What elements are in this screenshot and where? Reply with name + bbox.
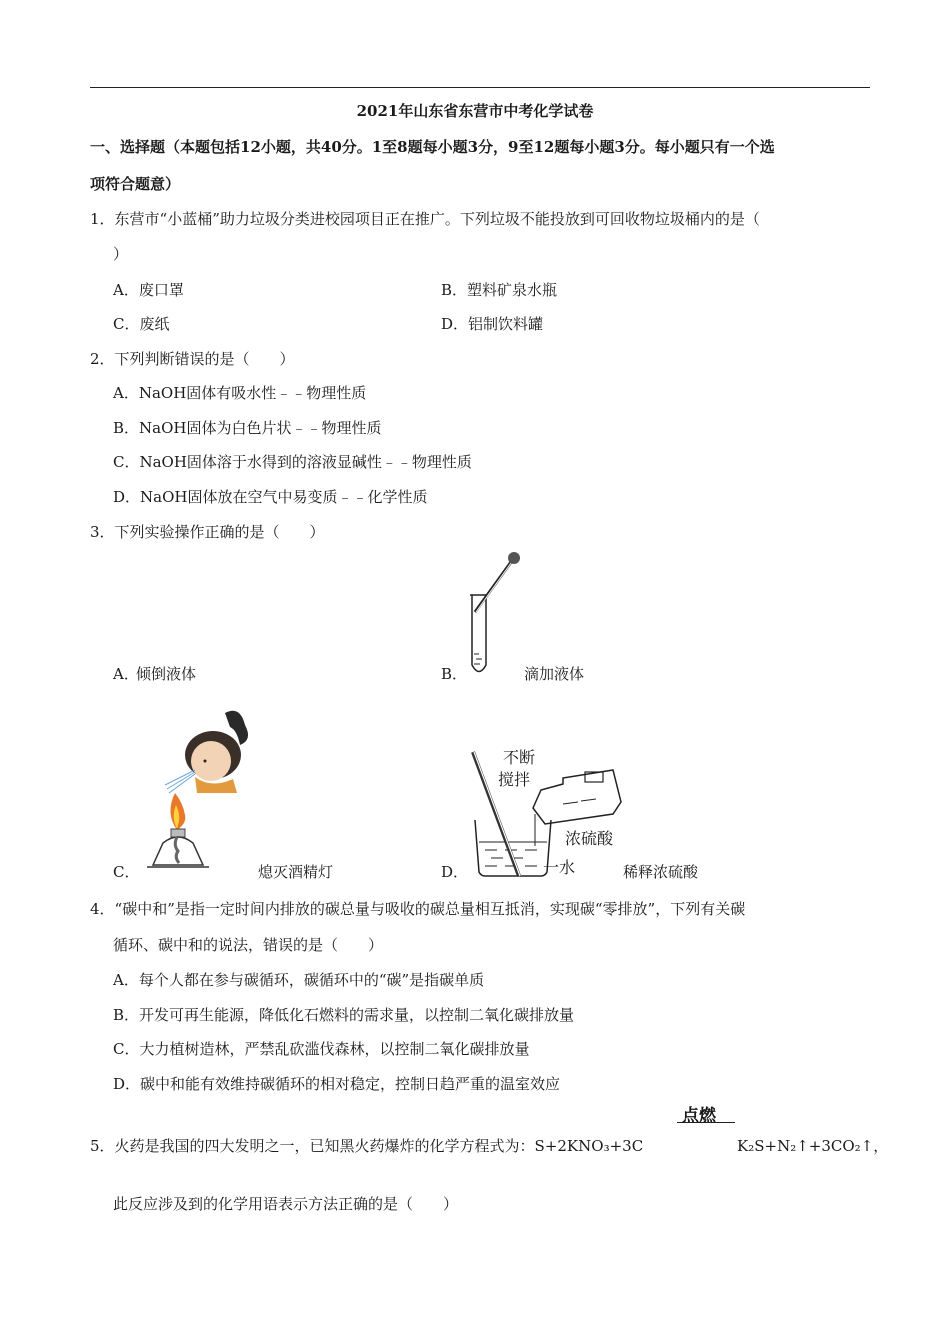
q3-option-d-label: D． [441, 863, 469, 881]
dilution-label-water: 一水 [543, 858, 576, 877]
q1-stem-line2: ） [113, 245, 129, 263]
q4-option-a: A．每个人都在参与碳循环，碳循环中的“碳”是指碳单质 [113, 971, 485, 989]
q1-option-d: D．铝制饮料罐 [441, 315, 544, 333]
q3-option-c-label: C． [113, 863, 140, 881]
q4-option-d: D．碳中和能有效维持碳循环的相对稳定，控制日趋严重的温室效应 [113, 1075, 561, 1093]
q2-option-a: A．NaOH固体有吸水性﹣﹣物理性质 [113, 384, 367, 402]
section-header-line1: 一、选择题（本题包括12小题，共40分。1至8题每小题3分，9至12题每小题3分。每小题只有一个选 [90, 138, 775, 156]
q5-stem-line2: 此反应涉及到的化学用语表示方法正确的是（ ） [113, 1195, 459, 1213]
q1-option-c: C．废纸 [113, 315, 170, 333]
q3-option-c-text: 熄灭酒精灯 [258, 863, 334, 881]
alcohol-lamp-figure [145, 705, 255, 875]
dilution-label-stir1: 不断 [503, 748, 536, 767]
q3-option-a-text: 倾倒液体 [136, 665, 197, 683]
page-title: 2021年山东省东营市中考化学试卷 [356, 102, 594, 120]
q4-option-c: C．大力植树造林，严禁乱砍滥伐森林，以控制二氧化碳排放量 [113, 1040, 530, 1058]
q2-option-d: D．NaOH固体放在空气中易变质﹣﹣化学性质 [113, 488, 428, 506]
q3-option-a-label: A． [113, 665, 139, 683]
q4-stem-line2: 循环、碳中和的说法，错误的是（ ） [113, 936, 384, 954]
q3-option-b-text: 滴加液体 [524, 665, 585, 683]
q4-option-b: B．开发可再生能源，降低化石燃料的需求量，以控制二氧化碳排放量 [113, 1006, 575, 1024]
dropper-test-tube-figure [463, 550, 523, 680]
top-rule [90, 87, 870, 88]
q3-option-b-label: B． [441, 665, 468, 683]
q1-stem-line1: 1．东营市“小蓝桶”助力垃圾分类进校园项目正在推广。下列垃圾不能投放到可回收物垃圾桶内的是（ [90, 210, 760, 228]
section-header-line2: 项符合题意） [90, 175, 181, 193]
q5-stem-right: K₂S+N₂↑+3CO₂↑， [737, 1137, 889, 1155]
q5-stem-left: 5．火药是我国的四大发明之一，已知黑火药爆炸的化学方程式为：S+2KNO₃+3C [90, 1137, 644, 1155]
reaction-arrow-line [677, 1122, 735, 1123]
q2-option-b: B．NaOH固体为白色片状﹣﹣物理性质 [113, 419, 382, 437]
dilution-label-acid: 浓硫酸 [565, 829, 614, 848]
q1-option-b: B．塑料矿泉水瓶 [441, 281, 558, 299]
q2-option-c: C．NaOH固体溶于水得到的溶液显碱性﹣﹣物理性质 [113, 453, 472, 471]
reaction-condition: 点燃 [682, 1106, 716, 1126]
dilution-label-stir2: 搅拌 [498, 770, 531, 789]
q1-option-a: A．废口罩 [113, 281, 184, 299]
q3-option-d-text: 稀释浓硫酸 [623, 863, 699, 881]
q4-stem-line1: 4．“碳中和”是指一定时间内排放的碳总量与吸收的碳总量相互抵消，实现碳“零排放”，下列有关碳 [90, 900, 746, 918]
q2-stem: 2．下列判断错误的是（ ） [90, 350, 295, 368]
q3-stem: 3．下列实验操作正确的是（ ） [90, 523, 325, 541]
